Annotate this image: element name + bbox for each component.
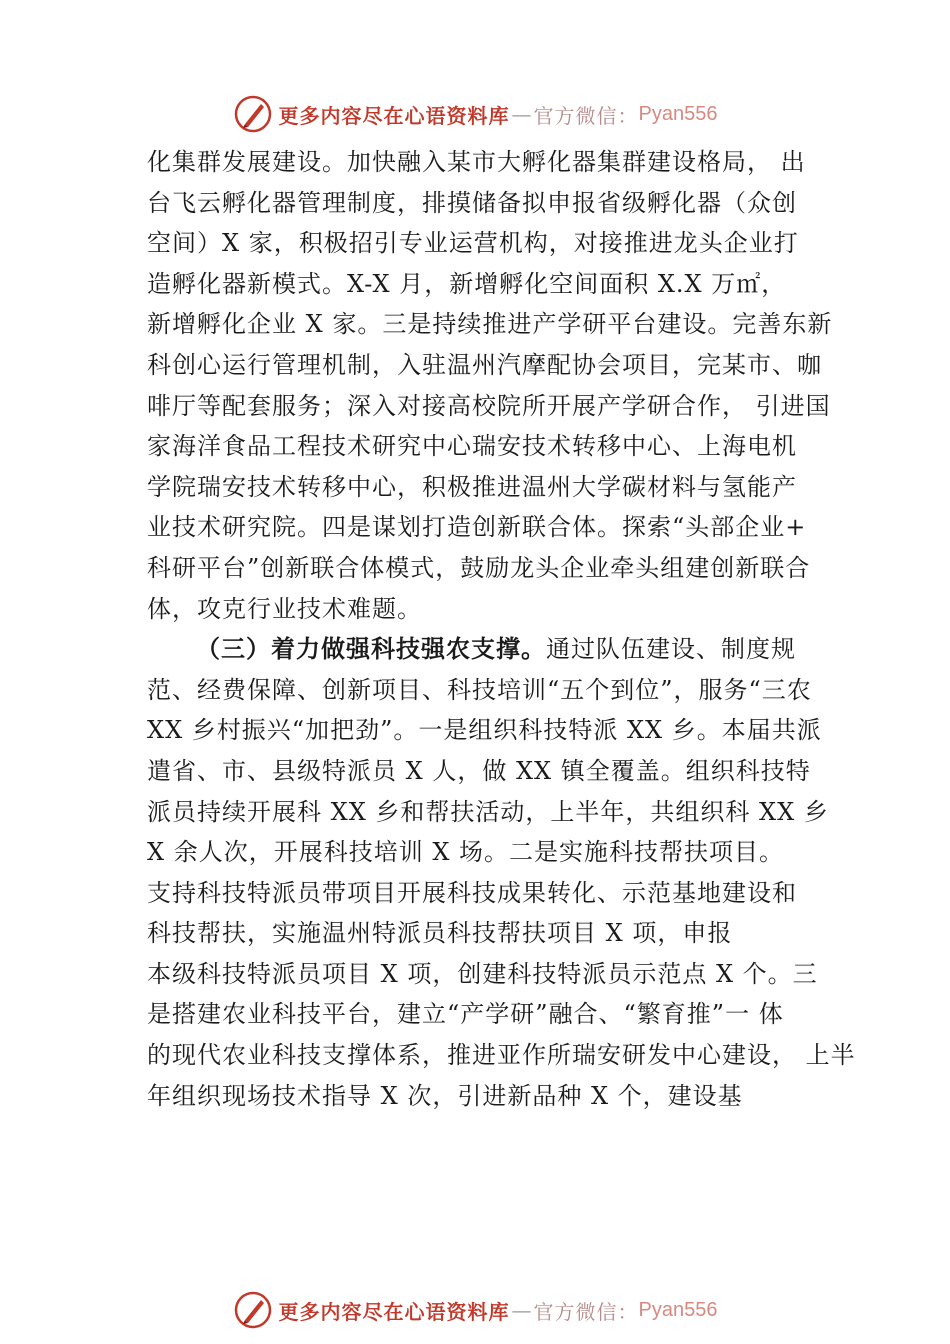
watermark-text: 更多内容尽在心语资料库 — [278, 1299, 510, 1324]
pen-logo-icon — [233, 94, 273, 134]
pen-logo-icon — [233, 1290, 273, 1330]
body-line: 的现代农业科技支撑体系，推进亚作所瑞安研发中心建设， 上半 — [147, 1041, 856, 1070]
body-line: 台飞云孵化器管理制度，排摸储备拟申报省级孵化器（众创 — [147, 188, 797, 217]
body-line: 支持科技特派员带项目开展科技成果转化、示范基地建设和 — [147, 878, 797, 907]
body-line: 本级科技特派员项目 X 项，创建科技特派员示范点 X 个。三 — [147, 959, 818, 988]
watermark-wechat-label: 官方微信： — [533, 103, 639, 128]
watermark-wechat-id: Pyan556 — [638, 1298, 718, 1321]
section-heading: （三）着力做强科技强农支撑。 — [196, 634, 546, 664]
section-heading-continuation: 通过队伍建设、制度规 — [546, 635, 796, 664]
body-line: 造孵化器新模式。X-X 月，新增孵化空间面积 X.X 万㎡， — [147, 269, 787, 298]
body-line: 科技帮扶，实施温州特派员科技帮扶项目 X 项，申报 — [147, 919, 733, 948]
watermark-text: 更多内容尽在心语资料库 — [278, 103, 510, 128]
body-line: 遣省、市、县级特派员 X 人，做 XX 镇全覆盖。组织科技特 — [147, 756, 811, 785]
body-line: 空间）X 家，积极招引专业运营机构，对接推进龙头企业打 — [147, 229, 799, 258]
body-line: 派员持续开展科 XX 乡和帮扶活动，上半年，共组织科 XX 乡 — [147, 797, 829, 826]
watermark-separator: — — [511, 1298, 532, 1322]
footer-watermark — [0, 1288, 950, 1332]
body-line: 是搭建农业科技平台，建立“产学研”融合、“繁育推”一 体 — [147, 1000, 784, 1029]
body-line: 年组织现场技术指导 X 次，引进新品种 X 个，建设基 — [147, 1081, 743, 1110]
body-line: 家海洋食品工程技术研究中心瑞安技术转移中心、上海电机 — [147, 432, 797, 461]
body-line: 体，攻克行业技术难题。 — [147, 594, 422, 623]
body-line: 新增孵化企业 X 家。三是持续推进产学研平台建设。完善东新 — [147, 310, 833, 339]
body-line: X 余人次，开展科技培训 X 场。二是实施科技帮扶项目。 — [147, 838, 785, 867]
body-line: XX 乡村振兴“加把劲”。一是组织科技特派 XX 乡。本届共派 — [147, 716, 822, 745]
body-line: 范、经费保障、创新项目、科技培训“五个到位”，服务“三农 — [147, 675, 812, 704]
body-line: 化集群发展建设。加快融入某市大孵化器集群建设格局， 出 — [147, 148, 806, 176]
watermark-wechat-label: 官方微信： — [533, 1299, 639, 1324]
section-heading-line — [147, 629, 837, 670]
body-line: 学院瑞安技术转移中心，积极推进温州大学碳材料与氢能产 — [147, 472, 797, 501]
body-line: 科研平台”创新联合体模式，鼓励龙头企业牵头组建创新联合 — [147, 553, 811, 582]
body-line: 业技术研究院。四是谋划打造创新联合体。探索“头部企业+ — [147, 513, 807, 542]
body-line: 啡厅等配套服务；深入对接高校院所开展产学研合作， 引进国 — [147, 391, 831, 420]
body-line: 科创心运行管理机制，入驻温州汽摩配协会项目，完某市、咖 — [147, 350, 822, 379]
watermark-wechat-id: Pyan556 — [638, 102, 718, 125]
watermark-separator: — — [511, 102, 532, 126]
header-watermark — [0, 92, 950, 136]
document-body — [147, 142, 856, 1116]
